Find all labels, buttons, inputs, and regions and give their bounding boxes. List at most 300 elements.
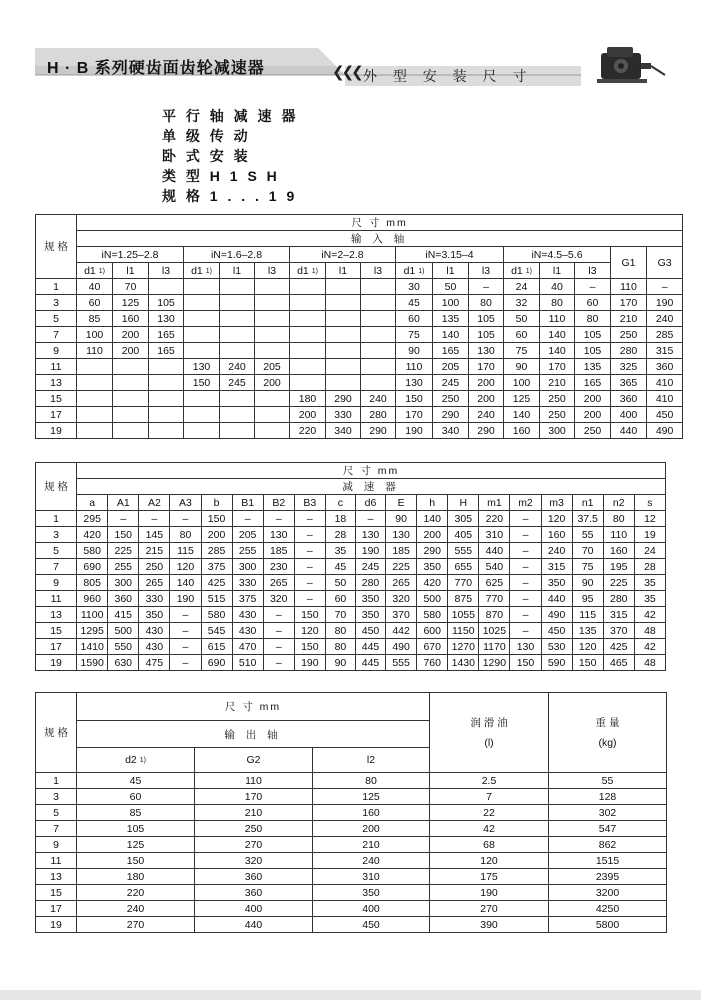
value-cell: 240 bbox=[647, 311, 683, 327]
value-cell: 280 bbox=[611, 343, 647, 359]
value-cell: 240 bbox=[220, 359, 255, 375]
value-cell bbox=[77, 359, 113, 375]
value-cell: 1170 bbox=[479, 639, 510, 655]
value-cell: 105 bbox=[469, 311, 504, 327]
value-cell: 500 bbox=[417, 591, 448, 607]
value-cell: 450 bbox=[647, 407, 683, 423]
value-cell: 170 bbox=[396, 407, 433, 423]
value-cell bbox=[290, 343, 326, 359]
value-cell: 690 bbox=[201, 655, 232, 671]
value-cell: 60 bbox=[575, 295, 611, 311]
value-cell: 1150 bbox=[448, 623, 479, 639]
column-header: l3 bbox=[255, 263, 290, 279]
size-cell: 17 bbox=[36, 407, 77, 423]
value-cell: 190 bbox=[396, 423, 433, 439]
value-cell: 110 bbox=[77, 343, 113, 359]
value-cell: 120 bbox=[430, 853, 549, 869]
value-cell: 240 bbox=[469, 407, 504, 423]
value-cell: 375 bbox=[201, 559, 232, 575]
value-cell: 19 bbox=[634, 527, 665, 543]
value-cell: 625 bbox=[479, 575, 510, 591]
value-cell: 320 bbox=[195, 853, 313, 869]
value-cell: 245 bbox=[355, 559, 385, 575]
value-cell: 42 bbox=[430, 821, 549, 837]
size-header: 规 格 bbox=[36, 463, 77, 511]
value-cell: 165 bbox=[433, 343, 469, 359]
size-cell: 15 bbox=[36, 885, 77, 901]
value-cell: 365 bbox=[611, 375, 647, 391]
ratio-range-header: iN=4.5–5.6 bbox=[504, 247, 611, 263]
value-cell: 250 bbox=[433, 391, 469, 407]
column-header: B3 bbox=[294, 495, 325, 511]
value-cell: 290 bbox=[433, 407, 469, 423]
value-cell: 400 bbox=[611, 407, 647, 423]
value-cell: 55 bbox=[572, 527, 603, 543]
value-cell: 1270 bbox=[448, 639, 479, 655]
column-header: l3 bbox=[361, 263, 396, 279]
value-cell bbox=[220, 423, 255, 439]
column-header: E bbox=[386, 495, 417, 511]
value-cell: 220 bbox=[479, 511, 510, 527]
value-cell: 110 bbox=[603, 527, 634, 543]
column-header: A1 bbox=[108, 495, 139, 511]
table-row bbox=[36, 837, 667, 853]
value-cell: – bbox=[575, 279, 611, 295]
value-cell: 510 bbox=[232, 655, 263, 671]
value-cell: 30 bbox=[396, 279, 433, 295]
value-cell: 215 bbox=[139, 543, 170, 559]
table-row bbox=[36, 407, 683, 423]
value-cell: 547 bbox=[549, 821, 667, 837]
size-cell: 11 bbox=[36, 853, 77, 869]
value-cell: 40 bbox=[77, 279, 113, 295]
value-cell: 190 bbox=[294, 655, 325, 671]
value-cell: 95 bbox=[572, 591, 603, 607]
header-banner bbox=[0, 0, 701, 100]
value-cell: 350 bbox=[313, 885, 430, 901]
table-row bbox=[36, 279, 683, 295]
value-cell: 470 bbox=[232, 639, 263, 655]
value-cell: 360 bbox=[647, 359, 683, 375]
oil-unit: (l) bbox=[484, 736, 494, 749]
value-cell bbox=[290, 295, 326, 311]
value-cell: 120 bbox=[541, 511, 572, 527]
value-cell bbox=[113, 407, 149, 423]
table-row bbox=[36, 607, 666, 623]
value-cell bbox=[184, 407, 220, 423]
table-row bbox=[36, 655, 666, 671]
value-cell: 350 bbox=[417, 559, 448, 575]
value-cell: 50 bbox=[325, 575, 355, 591]
value-cell: 305 bbox=[448, 511, 479, 527]
table-row bbox=[36, 623, 666, 639]
size-cell: 9 bbox=[36, 837, 77, 853]
group-header: 输 出 轴 bbox=[77, 721, 430, 748]
value-cell: – bbox=[510, 527, 541, 543]
value-cell: 350 bbox=[355, 607, 385, 623]
value-cell: 580 bbox=[201, 607, 232, 623]
value-cell: 18 bbox=[325, 511, 355, 527]
column-header: d1 1) bbox=[290, 263, 326, 279]
value-cell: 170 bbox=[540, 359, 575, 375]
column-header: l1 bbox=[220, 263, 255, 279]
value-cell: 490 bbox=[541, 607, 572, 623]
value-cell: 165 bbox=[149, 343, 184, 359]
value-cell: – bbox=[294, 591, 325, 607]
value-cell: 140 bbox=[433, 327, 469, 343]
value-cell: 515 bbox=[201, 591, 232, 607]
size-cell: 5 bbox=[36, 543, 77, 559]
value-cell: 128 bbox=[549, 789, 667, 805]
value-cell: 35 bbox=[634, 591, 665, 607]
gear-reducer-icon bbox=[597, 45, 667, 95]
series-title: H · B 系列硬齿面齿轮减速器 bbox=[47, 60, 265, 77]
value-cell: – bbox=[263, 639, 294, 655]
value-cell: 140 bbox=[540, 327, 575, 343]
value-cell bbox=[113, 375, 149, 391]
value-cell: 310 bbox=[313, 869, 430, 885]
value-cell: 60 bbox=[325, 591, 355, 607]
value-cell: – bbox=[170, 639, 201, 655]
value-cell bbox=[220, 407, 255, 423]
value-cell bbox=[326, 375, 361, 391]
value-cell: 250 bbox=[195, 821, 313, 837]
dims-header: 尺 寸 mm bbox=[77, 693, 430, 721]
value-cell bbox=[361, 375, 396, 391]
column-header: l3 bbox=[149, 263, 184, 279]
footnote-marker: 1) bbox=[205, 267, 212, 275]
value-cell: – bbox=[170, 607, 201, 623]
value-cell bbox=[326, 343, 361, 359]
value-cell: 230 bbox=[263, 559, 294, 575]
value-cell: – bbox=[263, 623, 294, 639]
value-cell: 200 bbox=[255, 375, 290, 391]
value-cell: 40 bbox=[540, 279, 575, 295]
value-cell: 85 bbox=[77, 311, 113, 327]
value-cell: 4250 bbox=[549, 901, 667, 917]
value-cell: 150 bbox=[396, 391, 433, 407]
value-cell bbox=[326, 295, 361, 311]
value-cell: 425 bbox=[201, 575, 232, 591]
value-cell: 360 bbox=[195, 885, 313, 901]
value-cell: 205 bbox=[255, 359, 290, 375]
value-cell: 190 bbox=[647, 295, 683, 311]
value-cell: 90 bbox=[325, 655, 355, 671]
input-shaft-table bbox=[35, 214, 683, 439]
value-cell: 190 bbox=[355, 543, 385, 559]
value-cell: 160 bbox=[113, 311, 149, 327]
column-header: l1 bbox=[113, 263, 149, 279]
value-cell: – bbox=[263, 511, 294, 527]
size-cell: 19 bbox=[36, 917, 77, 933]
size-cell: 3 bbox=[36, 295, 77, 311]
value-cell: 630 bbox=[108, 655, 139, 671]
title-line: 平 行 轴 减 速 器 bbox=[162, 108, 299, 124]
value-cell: 130 bbox=[396, 375, 433, 391]
column-header: d1 1) bbox=[396, 263, 433, 279]
column-header: B2 bbox=[263, 495, 294, 511]
value-cell: 160 bbox=[313, 805, 430, 821]
value-cell: 360 bbox=[108, 591, 139, 607]
value-cell: 555 bbox=[448, 543, 479, 559]
size-cell: 11 bbox=[36, 591, 77, 607]
column-header: d1 1) bbox=[184, 263, 220, 279]
value-cell: 200 bbox=[113, 327, 149, 343]
value-cell: 1100 bbox=[77, 607, 108, 623]
value-cell: 450 bbox=[355, 623, 385, 639]
size-cell: 15 bbox=[36, 623, 77, 639]
value-cell: 150 bbox=[184, 375, 220, 391]
value-cell: 410 bbox=[647, 391, 683, 407]
value-cell: 70 bbox=[325, 607, 355, 623]
value-cell: 120 bbox=[572, 639, 603, 655]
value-cell: – bbox=[510, 559, 541, 575]
value-cell: – bbox=[647, 279, 683, 295]
size-header: 规 格 bbox=[36, 215, 77, 279]
value-cell bbox=[149, 407, 184, 423]
table-row bbox=[36, 917, 667, 933]
value-cell: 400 bbox=[313, 901, 430, 917]
value-cell bbox=[326, 359, 361, 375]
value-cell: 255 bbox=[232, 543, 263, 559]
table-row bbox=[36, 821, 667, 837]
value-cell: 425 bbox=[603, 639, 634, 655]
g3-header: G3 bbox=[647, 247, 683, 279]
value-cell: 200 bbox=[469, 391, 504, 407]
size-cell: 5 bbox=[36, 805, 77, 821]
value-cell: – bbox=[232, 511, 263, 527]
value-cell: 760 bbox=[417, 655, 448, 671]
value-cell bbox=[220, 311, 255, 327]
column-header: d1 1) bbox=[504, 263, 540, 279]
size-cell: 17 bbox=[36, 901, 77, 917]
value-cell: 3200 bbox=[549, 885, 667, 901]
value-cell: 500 bbox=[108, 623, 139, 639]
value-cell bbox=[149, 279, 184, 295]
column-header: d1 1) bbox=[77, 263, 113, 279]
table-row bbox=[36, 901, 667, 917]
value-cell: 330 bbox=[232, 575, 263, 591]
value-cell: 315 bbox=[603, 607, 634, 623]
value-cell bbox=[77, 407, 113, 423]
title-line: 规 格 1 . . . 1 9 bbox=[162, 188, 298, 204]
value-cell: 75 bbox=[396, 327, 433, 343]
value-cell bbox=[184, 295, 220, 311]
value-cell: 80 bbox=[313, 773, 430, 789]
value-cell: 90 bbox=[504, 359, 540, 375]
value-cell bbox=[255, 295, 290, 311]
value-cell: 150 bbox=[510, 655, 541, 671]
value-cell: 2.5 bbox=[430, 773, 549, 789]
value-cell: 28 bbox=[634, 559, 665, 575]
column-header: d6 bbox=[355, 495, 385, 511]
value-cell: 130 bbox=[355, 527, 385, 543]
value-cell: 350 bbox=[541, 575, 572, 591]
value-cell: 325 bbox=[611, 359, 647, 375]
table-row bbox=[36, 327, 683, 343]
value-cell: 615 bbox=[201, 639, 232, 655]
size-cell: 1 bbox=[36, 279, 77, 295]
value-cell: – bbox=[263, 655, 294, 671]
column-header: l1 bbox=[540, 263, 575, 279]
value-cell: 110 bbox=[195, 773, 313, 789]
value-cell: 68 bbox=[430, 837, 549, 853]
value-cell: 280 bbox=[603, 591, 634, 607]
value-cell: 80 bbox=[170, 527, 201, 543]
size-cell: 13 bbox=[36, 607, 77, 623]
value-cell: 60 bbox=[396, 311, 433, 327]
value-cell: 75 bbox=[572, 559, 603, 575]
value-cell: 28 bbox=[325, 527, 355, 543]
table-row bbox=[36, 343, 683, 359]
size-cell: 19 bbox=[36, 655, 77, 671]
value-cell bbox=[290, 311, 326, 327]
value-cell: – bbox=[510, 623, 541, 639]
value-cell: 2395 bbox=[549, 869, 667, 885]
value-cell: 540 bbox=[479, 559, 510, 575]
value-cell bbox=[184, 423, 220, 439]
weight-unit: (kg) bbox=[598, 736, 617, 749]
value-cell: 302 bbox=[549, 805, 667, 821]
value-cell: 330 bbox=[326, 407, 361, 423]
value-cell: 240 bbox=[313, 853, 430, 869]
size-cell: 3 bbox=[36, 527, 77, 543]
column-header: l3 bbox=[575, 263, 611, 279]
value-cell: 130 bbox=[263, 527, 294, 543]
size-cell: 1 bbox=[36, 511, 77, 527]
value-cell bbox=[255, 311, 290, 327]
value-cell: 70 bbox=[572, 543, 603, 559]
chevron-icon: ❮❮❮ bbox=[332, 64, 361, 81]
value-cell bbox=[77, 423, 113, 439]
title-line: 类 型 H 1 S H bbox=[162, 168, 280, 184]
value-cell: 200 bbox=[575, 391, 611, 407]
value-cell: 225 bbox=[603, 575, 634, 591]
value-cell: 100 bbox=[433, 295, 469, 311]
size-cell: 17 bbox=[36, 639, 77, 655]
value-cell: 280 bbox=[361, 407, 396, 423]
value-cell: – bbox=[469, 279, 504, 295]
value-cell: 105 bbox=[77, 821, 195, 837]
value-cell: 270 bbox=[430, 901, 549, 917]
value-cell bbox=[113, 423, 149, 439]
column-header: A2 bbox=[139, 495, 170, 511]
value-cell: – bbox=[355, 511, 385, 527]
value-cell: 130 bbox=[184, 359, 220, 375]
value-cell: 580 bbox=[77, 543, 108, 559]
table-row bbox=[36, 375, 683, 391]
value-cell: 200 bbox=[469, 375, 504, 391]
value-cell: 205 bbox=[433, 359, 469, 375]
value-cell: – bbox=[108, 511, 139, 527]
value-cell: 250 bbox=[139, 559, 170, 575]
value-cell: 290 bbox=[361, 423, 396, 439]
value-cell: 200 bbox=[575, 407, 611, 423]
value-cell: 465 bbox=[603, 655, 634, 671]
value-cell: 24 bbox=[634, 543, 665, 559]
value-cell: 200 bbox=[113, 343, 149, 359]
value-cell: 170 bbox=[195, 789, 313, 805]
value-cell: 265 bbox=[386, 575, 417, 591]
column-header: G2 bbox=[195, 748, 313, 773]
value-cell bbox=[290, 359, 326, 375]
output-shaft-table bbox=[35, 692, 667, 933]
value-cell bbox=[255, 279, 290, 295]
value-cell: 80 bbox=[469, 295, 504, 311]
value-cell: 315 bbox=[541, 559, 572, 575]
value-cell: 110 bbox=[611, 279, 647, 295]
value-cell bbox=[361, 343, 396, 359]
footnote-marker: 1) bbox=[525, 267, 532, 275]
value-cell bbox=[361, 279, 396, 295]
value-cell: 45 bbox=[77, 773, 195, 789]
value-cell: 70 bbox=[113, 279, 149, 295]
value-cell: 55 bbox=[549, 773, 667, 789]
value-cell bbox=[290, 279, 326, 295]
value-cell bbox=[184, 343, 220, 359]
oil-header bbox=[430, 693, 549, 773]
footnote-marker: 1) bbox=[418, 267, 425, 275]
column-header: c bbox=[325, 495, 355, 511]
value-cell: 150 bbox=[294, 639, 325, 655]
value-cell: 110 bbox=[540, 311, 575, 327]
value-cell: 300 bbox=[540, 423, 575, 439]
value-cell: – bbox=[294, 575, 325, 591]
value-cell: 870 bbox=[479, 607, 510, 623]
value-cell: 420 bbox=[417, 575, 448, 591]
value-cell: 360 bbox=[611, 391, 647, 407]
value-cell bbox=[361, 327, 396, 343]
value-cell bbox=[290, 327, 326, 343]
reducer-dims-table bbox=[35, 462, 666, 671]
value-cell: 180 bbox=[290, 391, 326, 407]
value-cell: 80 bbox=[325, 639, 355, 655]
value-cell: 330 bbox=[139, 591, 170, 607]
value-cell: 115 bbox=[170, 543, 201, 559]
value-cell: 60 bbox=[77, 789, 195, 805]
value-cell: 440 bbox=[479, 543, 510, 559]
value-cell: 285 bbox=[201, 543, 232, 559]
table-row bbox=[36, 789, 667, 805]
value-cell: – bbox=[170, 511, 201, 527]
value-cell: 105 bbox=[575, 327, 611, 343]
value-cell: 1430 bbox=[448, 655, 479, 671]
size-cell: 7 bbox=[36, 327, 77, 343]
value-cell: 90 bbox=[386, 511, 417, 527]
value-cell: 75 bbox=[504, 343, 540, 359]
value-cell: 125 bbox=[113, 295, 149, 311]
value-cell: 490 bbox=[386, 639, 417, 655]
value-cell bbox=[184, 279, 220, 295]
value-cell: 875 bbox=[448, 591, 479, 607]
value-cell: 250 bbox=[575, 423, 611, 439]
table-row bbox=[36, 423, 683, 439]
value-cell: 185 bbox=[386, 543, 417, 559]
table-row bbox=[36, 805, 667, 821]
value-cell: 1025 bbox=[479, 623, 510, 639]
value-cell bbox=[184, 327, 220, 343]
value-cell: 300 bbox=[232, 559, 263, 575]
value-cell: 410 bbox=[647, 375, 683, 391]
value-cell: 445 bbox=[355, 639, 385, 655]
value-cell: 45 bbox=[325, 559, 355, 575]
value-cell: 805 bbox=[77, 575, 108, 591]
column-header: n1 bbox=[572, 495, 603, 511]
value-cell bbox=[184, 391, 220, 407]
value-cell: 320 bbox=[386, 591, 417, 607]
table-row bbox=[36, 869, 667, 885]
value-cell: 420 bbox=[77, 527, 108, 543]
